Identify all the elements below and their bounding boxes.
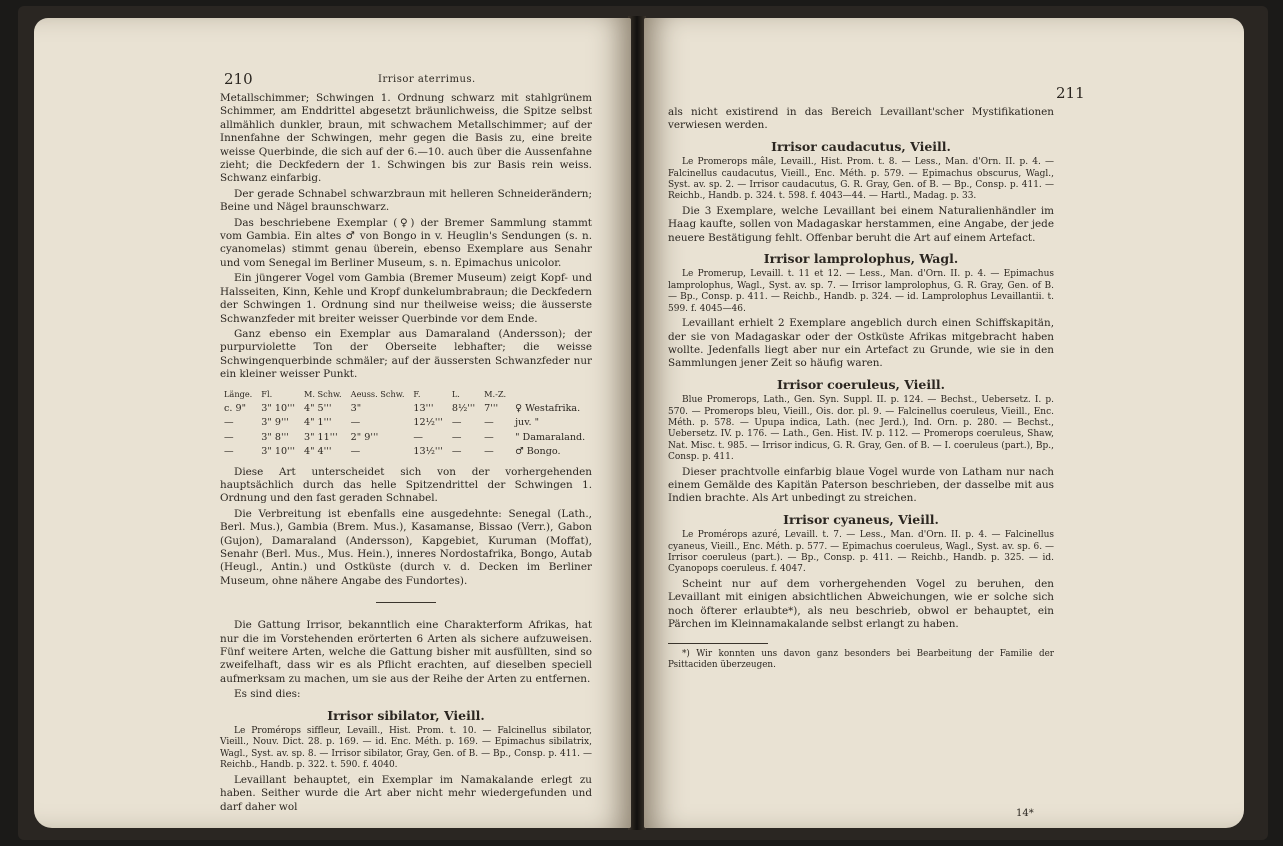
table-cell: —: [484, 417, 494, 429]
right-page: [644, 18, 1244, 828]
species-heading: Irrisor cyaneus, Vieill.: [783, 511, 939, 527]
footnote: *) Wir konnten uns davon ganz besonders bei Bearbeitung der Familie der Psittaciden überzeugen.: [668, 649, 1054, 671]
left-text-column: [220, 92, 592, 816]
table-header-row: [224, 388, 594, 402]
table-cell: 7''': [484, 402, 499, 414]
left-page: [34, 18, 631, 828]
paragraph: Levaillant erhielt 2 Exemplare angeblich durch einen Schiffskapitän, der sie von Madagaskar oder der Ostküste Afrikas mitgebracht haben wollte. Jedenfalls liegt aber nur ein Artefact zu Grunde, wie sie in den Sammlungen jener Zeit so häufig waren.: [668, 317, 1054, 370]
species-references: Le Promerup, Levaill. t. 11 et 12. — Less., Man. d'Orn. II. p. 4. — Epimachus lamprolophus, Wagl., Syst. av. sp. 7. — Irrisor lamprolophus, G. R. Gray, Gen. of B. — Bp., Consp. p. 411. — Reichb., Handb. p. 324. — id. Lamprolophus Levaillantii. t. 599. f. 4045—46.: [668, 269, 1054, 314]
column-header: [515, 388, 594, 402]
table-cell: —: [350, 446, 361, 458]
footnote-rule: [668, 643, 768, 644]
paragraph: Metallschimmer; Schwingen 1. Ordnung schwarz mit stahlgrünem Schimmer, am Enddrittel abgesetzt bräunlichweiss, die Spitze selbst allmählich dunkler, braun, mit schwachem Metallschimmer; auf der Innenfahne der Schwingen, mehr gegen die Basis zu, eine breite weisse Querbinde, die sich auf der 6.—10. auch über die Aussenfahne zieht; die Deckfedern der 1. Schwingen bis zur Basis rein weiss. Schwanz einfarbig.: [220, 92, 592, 185]
species-references: Le Promérops siffleur, Levaill., Hist. Prom. t. 10. — Falcinellus sibilator, Vieill., Nouv. Dict. 28. p. 169. — id. Enc. Méth. p. 169. — Epimachus sibilatrix, Wagl., Syst. av. sp. 8. — Irrisor sibilator, Gray, Gen. of B. — Bp., Consp. p. 411. — Reichb., Handb. p. 322. t. 590. f. 4040.: [220, 726, 592, 771]
column-header: Länge.: [224, 388, 253, 399]
signature-mark: 14*: [1016, 808, 1034, 819]
table-cell: " Damaraland.: [515, 431, 586, 443]
table-row: [224, 445, 594, 459]
table-cell: —: [451, 446, 462, 458]
page-number: 210: [224, 70, 253, 88]
measurement-table: [224, 388, 594, 460]
table-cell: ♀ Westafrika.: [515, 402, 581, 414]
paragraph: Ganz ebenso ein Exemplar aus Damaraland (Andersson); der purpurviolette Ton der Oberseite lebhafter; die weisse Schwingenquerbinde schmäler; auf der äussersten Schwanzfeder nur ein kleiner weisser Punkt.: [220, 327, 592, 381]
paragraph: Levaillant behauptet, ein Exemplar im Namakalande erlegt zu haben. Seither wurde die Art aber nicht mehr wiedergefunden und darf daher wol: [220, 773, 592, 813]
table-cell: —: [413, 431, 424, 443]
paragraph: Dieser prachtvolle einfarbig blaue Vogel wurde von Latham nur nach einem Gemälde des Kapitän Paterson beschrieben, der dasselbe mit aus Indien brachte. Als Art unbedingt zu streichen.: [668, 465, 1054, 505]
table-row: [224, 431, 594, 445]
table-cell: 3" 9''': [261, 417, 289, 429]
right-text-column: [668, 106, 1054, 673]
table-cell: juv. ": [515, 417, 540, 429]
table-cell: 13''': [413, 402, 434, 414]
paragraph: Der gerade Schnabel schwarzbraun mit helleren Schneiderändern; Beine und Nägel braunschwarz.: [220, 187, 592, 214]
table-cell: 12½''': [413, 417, 443, 429]
table-cell: —: [224, 431, 234, 443]
paragraph: Ein jüngerer Vogel vom Gambia (Bremer Museum) zeigt Kopf- und Halsseiten, Kinn, Kehle und Kropf dunkelumbrabraun; die Deckfedern der Schwingen 1. Ordnung sind nur theilweise weiss; die äusserste Schwanzfeder mit breiter weisser Querbinde vor dem Ende.: [220, 272, 592, 325]
table-cell: 3" 10''': [261, 402, 295, 414]
column-header: L.: [451, 388, 460, 399]
table-cell: —: [451, 431, 462, 443]
table-cell: 13½''': [413, 446, 443, 458]
species-heading: Irrisor caudacutus, Vieill.: [771, 138, 951, 154]
table-cell: —: [224, 417, 234, 429]
table-cell: 4" 5''': [303, 402, 332, 414]
column-header: Fl.: [261, 388, 273, 399]
table-cell: —: [350, 417, 361, 429]
section-divider: [376, 602, 436, 603]
table-cell: —: [484, 446, 494, 458]
table-cell: —: [224, 446, 234, 458]
table-cell: 3" 10''': [261, 446, 295, 458]
table-row: [224, 416, 594, 430]
species-references: Le Promerops mâle, Levaill., Hist. Prom. t. 8. — Less., Man. d'Orn. II. p. 4. — Falcinellus caudacutus, Vieill., Enc. Méth. p. 579. — Epimachus obscurus, Wagl., Syst. av. sp. 2. — Irrisor caudacutus, G. R. Gray, Gen. of B. — Bp., Consp. p. 411. — Reichb., Handb. p. 324. t. 598. f. 4043—44. — Hartl., Madag. p. 33.: [668, 157, 1054, 202]
paragraph: Die Gattung Irrisor, bekanntlich eine Charakterform Afrikas, hat nur die im Vorstehenden erörterten 6 Arten als sichere aufzuweisen. Fünf weitere Arten, welche die Gattung bisher mit ausfüllten, sind so zweifelhaft, dass wir es als Pflicht erachten, auf dieselben speciell aufmerksam zu machen, um sie aus der Reihe der Arten zu entfernen.: [220, 619, 592, 685]
paragraph: Die Verbreitung ist ebenfalls eine ausgedehnte: Senegal (Lath., Berl. Mus.), Gambia (Brem. Mus.), Kasamanse, Bissao (Verr.), Gabon (Gujon), Damaraland (Andersson), Kapgebiet, Kuruman (Moffat), Senahr (Berl. Mus., Mus. Hein.), inneres Nordostafrika, Bongo, Autab (Heugl., Antin.) und Ostküste (durch v. d. Decken im Berliner Museum, ohne nähere Angabe des Fundortes).: [220, 507, 592, 587]
table-cell: —: [484, 431, 494, 443]
paragraph: Diese Art unterscheidet sich von der vorhergehenden hauptsächlich durch das helle Spitzendrittel der Schwingen 1. Ordnung und den fast geraden Schnabel.: [220, 465, 592, 505]
table-cell: c. 9": [224, 402, 246, 414]
column-header: F.: [413, 388, 421, 399]
column-header: M. Schw.: [303, 388, 342, 399]
table-cell: ♂ Bongo.: [515, 446, 561, 458]
table-cell: 3" 11''': [303, 431, 338, 443]
page-number: 211: [1056, 84, 1085, 102]
table-row: [224, 402, 594, 416]
table-cell: 3" 8''': [261, 431, 289, 443]
species-references: Blue Promerops, Lath., Gen. Syn. Suppl. II. p. 124. — Bechst., Uebersetz. I. p. 570. — Promerops bleu, Vieill., Ois. dor. pl. 9. — Falcinellus coeruleus, Vieill., Enc. Méth. p. 578. — Upupa indica, Lath. (nec Jerd.), Ind. Orn. p. 280. — Bechst., Uebersetz. IV. p. 176. — Lath., Gen. Hist. IV. p. 112. — Promerops coeruleus, Shaw, Nat. Misc. t. 985. — Irrisor indicus, G. R. Gray, Gen. of B. — I. coeruleus (part.), Bp., Consp. p. 411.: [668, 395, 1054, 463]
table-cell: —: [451, 417, 462, 429]
species-references: Le Promérops azuré, Levaill. t. 7. — Less., Man. d'Orn. II. p. 4. — Falcinellus cyaneus, Vieill., Enc. Méth. p. 577. — Epimachus coeruleus, Wagl., Syst. av. sp. 6. — Irrisor coeruleus (part.). — Bp., Consp. p. 411. — Reichb., Handb. p. 325. — id. Cyanopops coeruleus. f. 4047.: [668, 530, 1054, 575]
table-cell: 4" 4''': [303, 446, 332, 458]
column-header: M.-Z.: [484, 388, 507, 399]
species-heading: Irrisor lamprolophus, Wagl.: [763, 251, 959, 267]
paragraph: Es sind dies:: [234, 688, 301, 701]
paragraph: Scheint nur auf dem vorhergehenden Vogel zu beruhen, den Levaillant mit einigen absichtlichen Abweichungen, wie er solche sich noch öfterer erlaubte*), als neu beschrieb, obwol er behauptet, ein Pärchen im Kleinnamakalande selbst erlangt zu haben.: [668, 577, 1054, 631]
species-heading: Irrisor sibilator, Vieill.: [327, 707, 485, 723]
running-head: Irrisor aterrimus.: [378, 74, 476, 85]
species-heading: Irrisor coeruleus, Vieill.: [777, 376, 945, 392]
table-cell: 8½''': [451, 402, 476, 414]
paragraph: Die 3 Exemplare, welche Levaillant bei einem Naturalienhändler im Haag kaufte, sollen von Madagaskar herstammen, eine Angabe, der jede neuere Bestätigung fehlt. Offenbar beruht die Art auf einem Artefact.: [668, 204, 1054, 244]
table-cell: 2" 9''': [350, 431, 379, 443]
table-cell: 4" 1''': [303, 417, 332, 429]
paragraph: Das beschriebene Exemplar (♀) der Bremer Sammlung stammt vom Gambia. Ein altes ♂ von Bongo in v. Heuglin's Sendungen (s. n. cyanomelas) stimmt genau überein, ebenso Exemplare aus Senahr und vom Senegal im Berliner Museum, s. n. Epimachus unicolor.: [220, 216, 592, 269]
table-cell: 3": [350, 402, 362, 414]
column-header: Aeuss. Schw.: [350, 388, 405, 399]
paragraph: als nicht existirend in das Bereich Levaillant'scher Mystifikationen verwiesen werden.: [668, 106, 1054, 132]
